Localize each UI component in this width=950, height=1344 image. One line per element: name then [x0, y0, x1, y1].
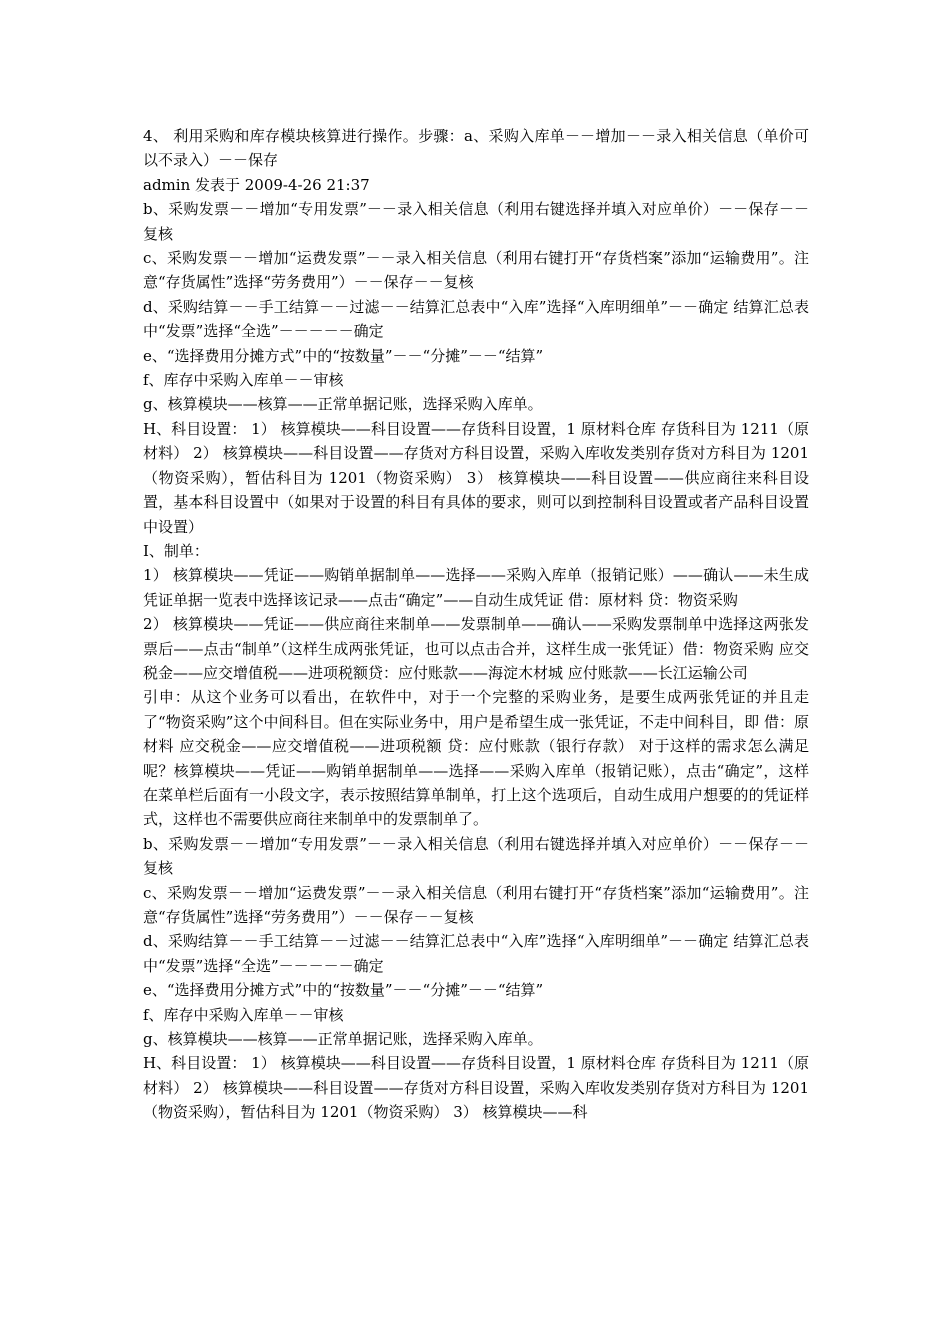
paragraph-step-d: d、采购结算－－手工结算－－过滤－－结算汇总表中“入库”选择“入库明细单”－－确定 结算汇总表中“发票”选择“全选”－－－－－确定 [143, 297, 809, 341]
paragraph-step-i-heading: I、制单： [143, 541, 209, 560]
document-page [143, 124, 809, 1125]
paragraph-step-i-1: 1） 核算模块——凭证——购销单据制单——选择——采购入库单（报销记账）——确认——未生成凭证单据一览表中选择该记录——点击“确定”——自动生成凭证 借：原材料 贷：物资采购 [143, 566, 809, 609]
paragraph-step-g: g、核算模块——核算——正常单据记账，选择采购入库单。 [143, 395, 543, 414]
paragraph-step-c-repeat: c、采购发票－－增加“运费发票”－－录入相关信息（利用右键打开“存货档案”添加“运输费用”。注意“存货属性”选择“劳务费用”）－－保存－－复核 [143, 883, 809, 926]
paragraph-step-g-repeat: g、核算模块——核算——正常单据记账，选择采购入库单。 [143, 1030, 543, 1049]
paragraph-step-h: H、科目设置： 1） 核算模块——科目设置——存货科目设置，1 原材料仓库 存货科目为 1211（原材料） 2） 核算模块——科目设置——存货对方科目设置，采购入库收发类别存货对方科目为 1201（物资采购），暂估科目为 1201（物资采购） 3） 核算模块——科目设置——供应商往来科目设置，基本科目设置中（如果对于设置的科目有具体的要求，则可以到控制科目设置或者产品科目设置中设置） [143, 419, 809, 536]
paragraph-step-d-repeat: d、采购结算－－手工结算－－过滤－－结算汇总表中“入库”选择“入库明细单”－－确定 结算汇总表中“发票”选择“全选”－－－－－确定 [143, 932, 809, 975]
paragraph-step-b: b、采购发票－－增加“专用发票”－－录入相关信息（利用右键选择并填入对应单价）－－保存－－复核 [143, 200, 809, 243]
paragraph-step-e-repeat: e、“选择费用分摊方式”中的“按数量”－－“分摊”－－“结算” [143, 981, 544, 1000]
paragraph-step-c: c、采购发票－－增加“运费发票”－－录入相关信息（利用右键打开“存货档案”添加“运输费用”。注意“存货属性”选择“劳务费用”）－－保存－－复核 [143, 249, 809, 292]
paragraph-step-f-repeat: f、库存中采购入库单－－审核 [143, 1005, 344, 1024]
paragraph-step-h-repeat: H、科目设置： 1） 核算模块——科目设置——存货科目设置，1 原材料仓库 存货科目为 1211（原材料） 2） 核算模块——科目设置——存货对方科目设置，采购入库收发类别存货对方科目为 1201（物资采购），暂估科目为 1201（物资采购） 3） 核算模块——科 [143, 1054, 809, 1122]
paragraph-step-f: f、库存中采购入库单－－审核 [143, 371, 344, 390]
paragraph-extension: 引申：从这个业务可以看出，在软件中，对于一个完整的采购业务，是要生成两张凭证的并且走了“物资采购”这个中间科目。但在实际业务中，用户是希望生成一张凭证，不走中间科目，即 借：原材料 应交税金——应交增值税——进项税额 贷：应付账款（银行存款） 对于这样的需求怎么满足呢？核算模块——凭证——购销单据制单——选择——采购入库单（报销记账），点击“确定”，这样在菜单栏后面有一小段文字，表示按照结算单制单，打上这个选项后，自动生成用户想要的的凭证样式，这样也不需要供应商往来制单中的发票制单了。 [143, 688, 809, 829]
paragraph-step-b-repeat: b、采购发票－－增加“专用发票”－－录入相关信息（利用右键选择并填入对应单价）－－保存－－复核 [143, 834, 809, 878]
paragraph-step-4-intro: 4、 利用采购和库存模块核算进行操作。步骤：a、采购入库单－－增加－－录入相关信息（单价可以不录入）－－保存 [143, 127, 809, 170]
paragraph-step-e: e、“选择费用分摊方式”中的“按数量”－－“分摊”－－“结算” [143, 346, 544, 365]
paragraph-step-i-2: 2） 核算模块——凭证——供应商往来制单——发票制单——确认——采购发票制单中选择这两张发票后——点击“制单”（这样生成两张凭证，也可以点击合并，这样生成一张凭证）借：物资采购 应交税金——应交增值税——进项税额贷：应付账款——海淀木材城 应付账款——长江运输公司 [143, 615, 809, 682]
paragraph-post-meta: admin 发表于 2009-4-26 21:37 [143, 175, 370, 194]
